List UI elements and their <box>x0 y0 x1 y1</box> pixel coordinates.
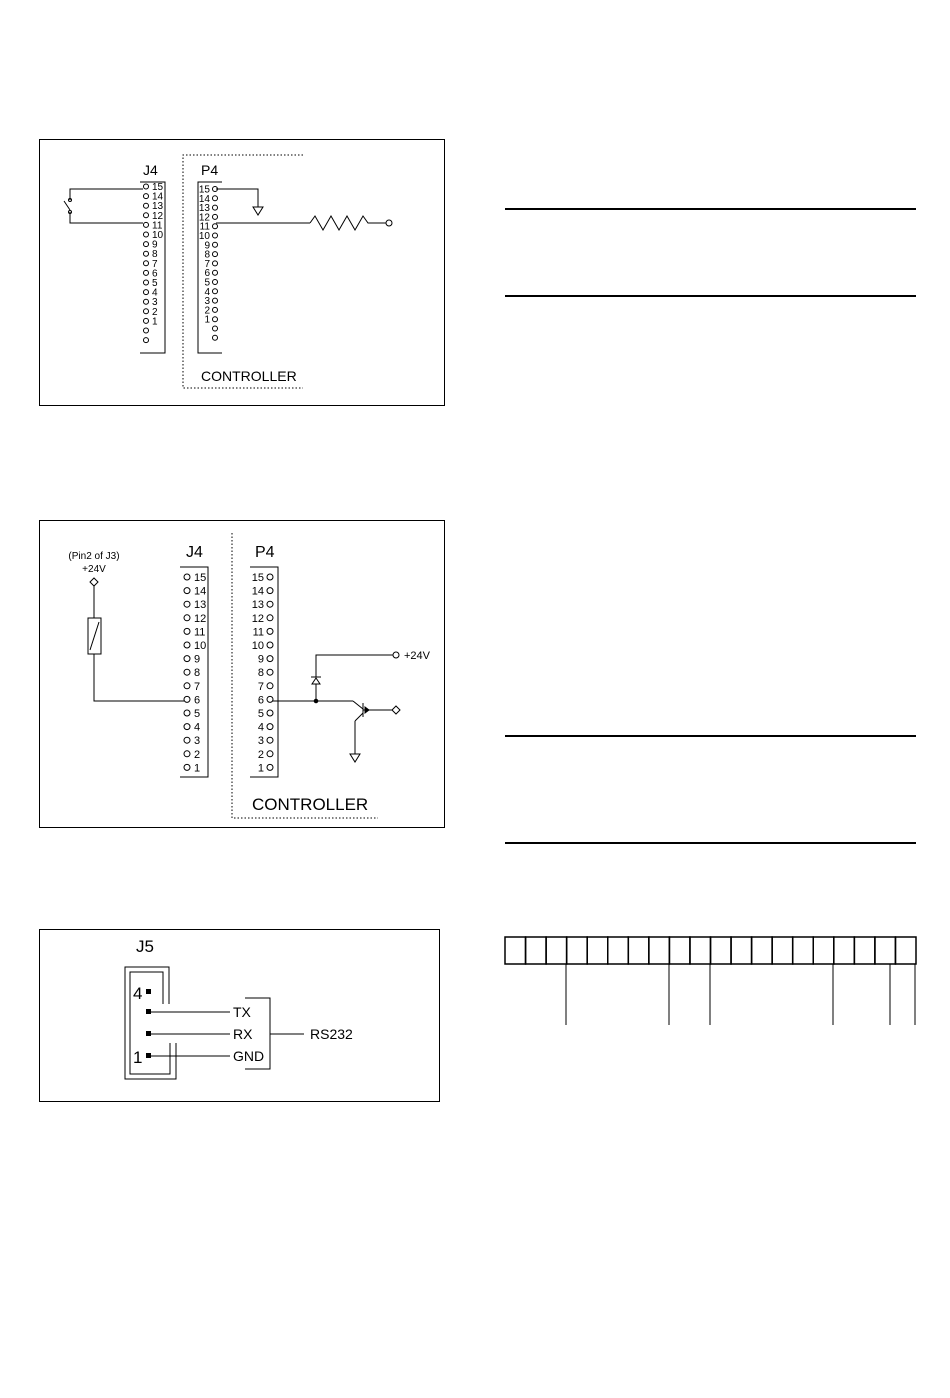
pin-4-number: 4 <box>257 721 264 734</box>
right-supply-label: +24V <box>404 650 430 662</box>
tx-label: TX <box>233 1004 251 1020</box>
pin-2-number: 2 <box>194 748 201 761</box>
register-cell <box>649 937 670 964</box>
pin-5-hole <box>184 710 190 716</box>
pin-10-hole <box>213 233 218 238</box>
pin-14-number: 14 <box>152 191 164 203</box>
diagram-1 <box>40 140 445 406</box>
pin-8-hole <box>213 252 218 257</box>
pin-4-contact <box>146 989 151 994</box>
pin-6-number: 6 <box>152 268 158 280</box>
supply-terminal-icon <box>90 578 98 586</box>
pin-1-number: 1 <box>194 762 201 775</box>
pin-11-number: 11 <box>194 626 206 639</box>
pin-2-hole <box>144 309 149 314</box>
diode-icon <box>311 677 321 684</box>
pin-11-number: 11 <box>252 626 264 639</box>
pin-12-hole <box>184 615 190 621</box>
pin-6-hole <box>184 696 190 702</box>
p4-label: P4 <box>255 544 275 561</box>
pin-9-hole <box>144 242 149 247</box>
pin-10-number: 10 <box>198 231 210 242</box>
pin-4-hole <box>184 724 190 730</box>
pin-3-number: 3 <box>194 735 201 748</box>
pin-11-hole <box>144 222 149 227</box>
pin-2-contact <box>146 1031 151 1036</box>
controller-label: CONTROLLER <box>201 368 297 384</box>
pin-8-hole <box>267 669 273 675</box>
pin-11-hole <box>267 628 273 634</box>
register-cell <box>895 937 916 964</box>
p4-pin-column <box>199 185 218 341</box>
pin-15-number: 15 <box>198 184 210 196</box>
pin-2-number: 2 <box>152 306 158 318</box>
pin-15-number: 15 <box>152 182 164 193</box>
pin-4-number: 4 <box>152 287 158 299</box>
pin-1-hole <box>144 318 149 323</box>
register-cell <box>628 937 649 964</box>
p4-pin-column <box>252 572 273 774</box>
j4-pin-column <box>144 182 164 343</box>
pin-5-number: 5 <box>204 277 210 289</box>
pin-11-hole <box>213 224 218 229</box>
pin-3-number: 3 <box>257 735 264 748</box>
register-cell <box>608 937 629 964</box>
resistor-icon <box>216 216 392 230</box>
pin-7-hole <box>184 683 190 689</box>
pin-6-number: 6 <box>204 268 210 280</box>
pin-4-number: 4 <box>204 286 210 298</box>
pin-13-number: 13 <box>251 599 264 612</box>
pin-8-number: 8 <box>204 249 210 261</box>
pin-11-number: 11 <box>152 220 163 232</box>
pin-6-number: 6 <box>257 694 264 707</box>
register-cell <box>854 937 875 964</box>
pin-12-hole <box>144 213 149 218</box>
pin-2-number: 2 <box>257 748 264 761</box>
supply-note: (Pin2 of J3) <box>68 551 120 562</box>
register-cell <box>587 937 608 964</box>
supply-terminal-icon <box>393 652 399 658</box>
pin-7-number: 7 <box>152 258 158 270</box>
rx-label: RX <box>233 1026 253 1042</box>
pin-6-hole <box>213 270 218 275</box>
pin-1-number: 1 <box>152 316 158 328</box>
pin-10-number: 10 <box>152 230 164 241</box>
pin-4-label: 4 <box>133 984 143 1003</box>
pin-9-number: 9 <box>204 240 210 252</box>
bit-register <box>505 937 916 1025</box>
register-group-dividers <box>566 964 915 1025</box>
pin-8-hole <box>144 251 149 256</box>
pin-15-number: 15 <box>194 572 207 584</box>
gnd-label: GND <box>233 1048 265 1064</box>
pin-4-number: 4 <box>194 721 201 734</box>
pin-6-hole <box>144 270 149 275</box>
j4-label: J4 <box>143 162 158 178</box>
unused-pin-hole <box>213 326 218 331</box>
register-cell <box>505 937 526 964</box>
pin-1-contact <box>146 1053 151 1058</box>
pin-3-hole <box>267 737 273 743</box>
pin-7-hole <box>144 261 149 266</box>
pin-13-hole <box>267 601 273 607</box>
pin-14-number: 14 <box>251 585 264 598</box>
table-rules <box>505 209 916 843</box>
j4-pin-column <box>184 572 206 774</box>
register-cell <box>772 937 793 964</box>
pin-12-number: 12 <box>198 212 210 224</box>
connector-label: J5 <box>136 937 154 956</box>
pin-1-hole <box>184 764 190 770</box>
pin-14-number: 14 <box>198 193 210 205</box>
pin-14-hole <box>184 588 190 594</box>
pin-5-number: 5 <box>257 708 264 720</box>
diagram-2 <box>40 521 445 828</box>
register-cell <box>731 937 752 964</box>
pin-8-number: 8 <box>257 667 264 680</box>
pin-14-hole <box>267 588 273 594</box>
pin-5-number: 5 <box>194 708 201 720</box>
pin-11-number: 11 <box>199 221 210 233</box>
pin-12-hole <box>267 615 273 621</box>
pin-7-hole <box>213 261 218 266</box>
pin-10-hole <box>267 642 273 648</box>
pin-1-hole <box>267 764 273 770</box>
pin-13-hole <box>213 205 218 210</box>
pin-5-hole <box>144 280 149 285</box>
pin-1-label: 1 <box>133 1048 143 1067</box>
pin-2-number: 2 <box>204 305 210 317</box>
pin-11-hole <box>184 628 190 634</box>
pin-10-hole <box>184 642 190 648</box>
pin-2-hole <box>267 751 273 757</box>
pin-4-hole <box>267 724 273 730</box>
pin-8-number: 8 <box>194 667 201 680</box>
pin-7-number: 7 <box>194 680 201 693</box>
pin-9-hole <box>267 656 273 662</box>
pin-5-hole <box>267 710 273 716</box>
bus-label: RS232 <box>310 1026 353 1042</box>
register-cell <box>793 937 814 964</box>
pin-4-hole <box>213 289 218 294</box>
supply-voltage-label: +24V <box>82 564 106 575</box>
pin-10-hole <box>144 232 149 237</box>
register-cell <box>834 937 855 964</box>
pin-9-number: 9 <box>194 653 201 666</box>
register-cell <box>526 937 547 964</box>
pin-1-hole <box>213 317 218 322</box>
pin-15-hole <box>144 184 149 189</box>
pin-10-number: 10 <box>251 640 264 652</box>
register-cell <box>711 937 732 964</box>
pin-1-number: 1 <box>204 314 210 326</box>
pin-13-number: 13 <box>198 203 210 215</box>
pin-7-number: 7 <box>257 680 264 693</box>
pin-12-number: 12 <box>251 612 264 625</box>
register-cell <box>875 937 896 964</box>
pin-2-hole <box>184 751 190 757</box>
diagram-3 <box>40 930 440 1102</box>
ground-icon <box>350 754 360 762</box>
register-cell <box>567 937 588 964</box>
register-cell <box>752 937 773 964</box>
pin-8-number: 8 <box>152 249 158 261</box>
pin-9-number: 9 <box>152 239 158 251</box>
pin-14-hole <box>144 194 149 199</box>
ground-icon <box>216 189 263 215</box>
unused-pin-hole <box>144 328 149 333</box>
pin-13-hole <box>184 601 190 607</box>
pin-9-number: 9 <box>257 653 264 666</box>
pin-3-contact <box>146 1009 151 1014</box>
pin-7-hole <box>267 683 273 689</box>
register-cell <box>690 937 711 964</box>
pin-6-number: 6 <box>194 694 201 707</box>
pin-3-number: 3 <box>204 296 210 308</box>
pin-9-hole <box>184 656 190 662</box>
pin-14-hole <box>213 196 218 201</box>
unused-pin-hole <box>144 338 149 343</box>
switch-icon <box>64 189 143 223</box>
output-terminal-icon <box>392 706 400 714</box>
pin-13-number: 13 <box>152 201 164 213</box>
pin-15-number: 15 <box>251 572 264 584</box>
pin-15-hole <box>184 574 190 580</box>
pin-5-number: 5 <box>152 278 158 289</box>
pin-9-hole <box>213 242 218 247</box>
pin-14-number: 14 <box>194 585 207 598</box>
pin-7-number: 7 <box>204 258 210 270</box>
pin-3-hole <box>144 299 149 304</box>
p4-label: P4 <box>201 162 219 178</box>
pin-3-number: 3 <box>152 297 158 309</box>
pin-3-hole <box>213 298 218 303</box>
pin-12-number: 12 <box>152 210 164 222</box>
pin-4-hole <box>144 290 149 295</box>
controller-label: CONTROLLER <box>252 795 369 814</box>
diagram-1-frame <box>40 140 445 406</box>
transistor-icon <box>353 701 392 721</box>
pin-12-number: 12 <box>194 612 207 625</box>
register-cell <box>546 937 567 964</box>
register-cell <box>813 937 834 964</box>
pin-12-hole <box>213 214 218 219</box>
pin-13-number: 13 <box>194 599 207 612</box>
register-cells <box>505 937 916 964</box>
pin-3-hole <box>184 737 190 743</box>
pin-2-hole <box>213 307 218 312</box>
pin-1-number: 1 <box>257 762 264 775</box>
pin-10-number: 10 <box>194 640 207 652</box>
pin-8-hole <box>184 669 190 675</box>
unused-pin-hole <box>213 335 218 340</box>
pin-5-hole <box>213 280 218 285</box>
j4-label: J4 <box>186 544 203 561</box>
register-cell <box>669 937 690 964</box>
pin-13-hole <box>144 203 149 208</box>
pin-15-hole <box>267 574 273 580</box>
